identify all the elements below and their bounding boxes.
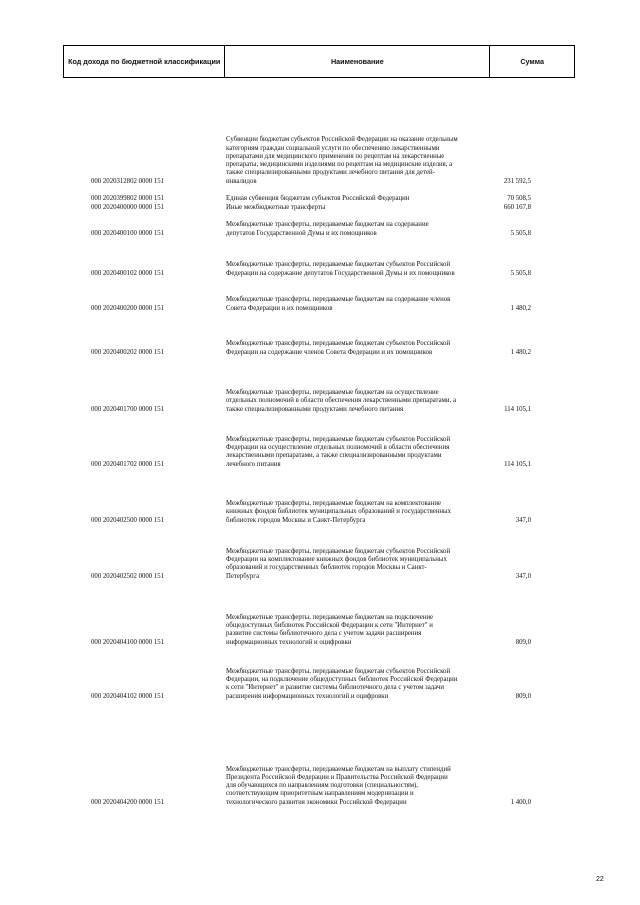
row-name: Единая субвенция бюджетам субъектов Российской Федерации: [226, 194, 410, 202]
row-code: 000 2020400000 0000 151: [91, 203, 165, 211]
table-row: [63, 647, 575, 701]
row-sum: 114 105,1: [504, 405, 531, 413]
row-sum: 5 505,8: [510, 269, 531, 277]
header-code: Код дохода по бюджетной классификации: [64, 46, 225, 77]
table-header: [63, 45, 575, 78]
table-row: [63, 313, 575, 357]
row-name: Межбюджетные трансферты, передаваемые бюджетам на комплектование книжных фондов библиотек муниципальных образований и государственных библиотек городов Москвы и Санкт-Петербурга: [226, 500, 452, 524]
row-sum: 114 105,1: [504, 460, 531, 468]
row-sum: 5 505,8: [510, 229, 531, 237]
table-row: [63, 357, 575, 414]
row-sum: 809,0: [515, 638, 531, 646]
row-name: Субвенции бюджетам субъектов Российской Федерации на оказание отдельным категориям граждан социальной услуги по обеспечению лекарственными препаратами для медицинского применения по рецептам на лекарственные препараты, медицинскими изделиями по рецептам на медицинские изделия, а также специализированными продуктами лечебного питания для детей-инвалидов: [226, 136, 458, 185]
table-row: [63, 79, 575, 186]
row-sum: 347,0: [515, 516, 531, 524]
table-row: [63, 469, 575, 525]
row-code: 000 2020402502 0000 151: [91, 572, 165, 580]
row-sum: 809,0: [515, 692, 531, 700]
table-row: [63, 414, 575, 469]
row-code: 000 2020404100 0000 151: [91, 638, 165, 646]
row-code: 000 2020401700 0000 151: [91, 405, 165, 413]
row-sum: 70 508,5: [507, 194, 531, 202]
row-name: Межбюджетные трансферты, передаваемые бюджетам субъектов Российской Федерации на комплектование книжных фондов библиотек муниципальных образований и государственных библиотек городов Москвы и Санкт-Петербурга: [226, 547, 451, 580]
row-code: 000 2020400202 0000 151: [91, 348, 165, 356]
row-code: 000 2020404200 0000 151: [91, 798, 165, 806]
row-sum: 347,0: [515, 572, 531, 580]
row-code: 000 2020402500 0000 151: [91, 516, 165, 524]
row-code: 000 2020399802 0000 151: [91, 194, 165, 202]
table-row: [63, 186, 575, 203]
row-name: Иные межбюджетные трансферты: [226, 203, 326, 211]
row-name: Межбюджетные трансферты, передаваемые бюджетам на осуществление отдельных полномочий в области обеспечения лекарственными препаратами, а также специализированными продуктами лечебного питания: [226, 389, 456, 413]
table-row: [63, 203, 575, 212]
table-row: [63, 238, 575, 278]
row-sum: 1 480,2: [510, 304, 531, 312]
row-code: 000 2020400200 0000 151: [91, 304, 165, 312]
table-row: [63, 701, 575, 807]
row-name: Межбюджетные трансферты, передаваемые бюджетам субъектов Российской Федерации на содержание депутатов Государственной Думы и их помощников: [226, 261, 455, 277]
row-code: 000 2020400100 0000 151: [91, 229, 165, 237]
table-row: [63, 212, 575, 238]
row-sum: 660 167,8: [503, 203, 531, 211]
row-name: Межбюджетные трансферты, передаваемые бюджетам на содержание депутатов Государственной Думы и их помощников: [226, 221, 429, 237]
row-sum: 1 400,0: [510, 798, 531, 806]
table-row: [63, 525, 575, 581]
row-code: 000 2020312802 0000 151: [91, 177, 165, 185]
row-name: Межбюджетные трансферты, передаваемые бюджетам на содержание членов Совета Федерации и их помощников: [226, 296, 451, 312]
row-name: Межбюджетные трансферты, передаваемые бюджетам на выплату стипендий Президента Российской Федерации и Правительства Российской Федерации для обучающихся по направлениям подготовки (специальностям), соответствующим приоритетным направлениям модернизации и технологического развития экономики Российской Федерации: [226, 765, 451, 806]
row-code: 000 2020404102 0000 151: [91, 692, 165, 700]
row-sum: 231 592,5: [503, 177, 531, 185]
row-name: Межбюджетные трансферты, передаваемые бюджетам субъектов Российской Федерации на содержание членов Совета Федерации и их помощников: [226, 340, 451, 356]
page-number: 22: [596, 876, 604, 883]
row-sum: 1 480,2: [510, 348, 531, 356]
row-name: Межбюджетные трансферты, передаваемые бюджетам на подключение общедоступных библиотек Российской Федерации к сети "Интернет" и развитие системы библиотечного дела с учетом задачи расширения информационных технологий и оцифровки: [226, 613, 434, 646]
row-name: Межбюджетные трансферты, передаваемые бюджетам субъектов Российской Федерации на осуществление отдельных полномочий в области обеспечения лекарственными препаратами, а также специализированными продуктами лечебного питания: [226, 435, 451, 468]
header-sum: Сумма: [520, 57, 544, 66]
row-name: Межбюджетные трансферты, передаваемые бюджетам субъектов Российской Федерации, на подключение общедоступных библиотек Российской Федерации к сети "Интернет" и развитие системы библиотечного дела с учетом задачи расширения информационных технологий и оцифровки: [226, 667, 458, 700]
row-code: 000 2020401702 0000 151: [91, 460, 165, 468]
table-row: [63, 581, 575, 647]
header-name: Наименование: [225, 46, 490, 77]
row-code: 000 2020400102 0000 151: [91, 269, 165, 277]
table-row: [63, 278, 575, 313]
